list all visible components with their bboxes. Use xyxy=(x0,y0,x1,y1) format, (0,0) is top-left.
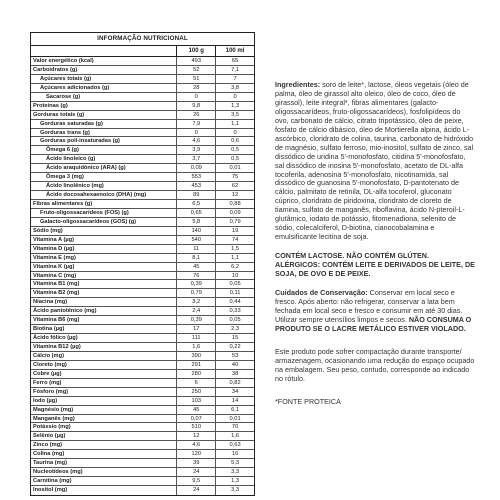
nutrition-row xyxy=(31,468,254,477)
nutrition-row xyxy=(31,415,254,424)
nutrient-name: Vitamina D (µg) xyxy=(31,245,177,253)
value-per-100ml: 0,05 xyxy=(229,281,241,288)
value-per-100ml: 15 xyxy=(231,335,239,342)
nutrition-row xyxy=(31,272,254,281)
value-per-100ml: 0,82 xyxy=(229,379,241,386)
value-per-100g: 28 xyxy=(177,84,216,92)
value-per-100g: 8,1 xyxy=(177,254,216,262)
value-per-100ml: 0,22 xyxy=(229,344,241,350)
value-per-100ml: 3,5 xyxy=(231,111,240,118)
nutrition-row xyxy=(31,289,254,298)
value-per-100g: 51 xyxy=(177,75,216,83)
nutrient-name: Proteínas (g) xyxy=(31,102,177,110)
nutrient-name: Sacarose (g) xyxy=(31,93,177,101)
value-per-100g: 4,6 xyxy=(177,137,216,145)
value-per-100ml: 6,2 xyxy=(231,263,240,270)
value-per-100ml: 0,33 xyxy=(229,308,241,315)
nutrition-row xyxy=(31,57,254,66)
nutrition-row xyxy=(31,352,254,361)
value-per-100g: 9,8 xyxy=(177,102,216,110)
nutrient-name: Gorduras saturadas (g) xyxy=(31,120,177,128)
value-per-100g: 11 xyxy=(177,245,216,253)
nutrition-row xyxy=(31,218,254,227)
nutrition-row xyxy=(31,459,254,468)
nutrient-name: Vitamina C (mg) xyxy=(31,272,177,280)
nutrition-row xyxy=(31,361,254,370)
value-per-100g: 76 xyxy=(177,272,216,280)
nutrition-row xyxy=(31,93,254,102)
value-per-100ml: 0,44 xyxy=(229,299,241,306)
nutrient-name: Iodo (µg) xyxy=(31,397,177,405)
nutrient-name: Ômega 3 (mg) xyxy=(31,173,177,181)
value-per-100ml: 65 xyxy=(231,58,239,64)
nutrition-row xyxy=(31,477,254,486)
value-per-100ml: 19 xyxy=(231,227,239,234)
nutrition-row xyxy=(31,316,254,325)
nutrient-name: Açúcares totais (g) xyxy=(31,75,177,83)
nutrition-row xyxy=(31,334,254,343)
value-per-100ml: 0,79 xyxy=(229,218,241,225)
nutrition-row xyxy=(31,450,254,459)
nutrition-row xyxy=(31,432,254,441)
nutrient-name: Vitamina B6 (mg) xyxy=(31,316,177,324)
label-text-column xyxy=(275,61,475,407)
value-per-100g: 250 xyxy=(177,388,216,396)
value-per-100g: 26 xyxy=(177,111,216,119)
value-per-100g: 3,2 xyxy=(177,298,216,306)
value-per-100ml: 1,1 xyxy=(231,254,240,261)
value-per-100g: 45 xyxy=(177,263,216,271)
value-per-100g: 0,09 xyxy=(177,164,216,172)
nutrient-name: Niacina (mg) xyxy=(31,298,177,306)
nutrient-name: Selênio (µg) xyxy=(31,432,177,440)
storage-label: Cuidados de Conservação: xyxy=(275,288,368,298)
value-per-100ml: 62 xyxy=(231,183,239,190)
value-per-100g: 89 xyxy=(177,191,216,199)
nutrition-row xyxy=(31,146,254,155)
value-per-100ml: 16 xyxy=(231,451,239,458)
nutrition-row xyxy=(31,245,254,254)
value-per-100ml: 3,8 xyxy=(231,84,240,91)
value-per-100ml: 0,11 xyxy=(229,290,241,297)
value-per-100g: 0 xyxy=(177,129,216,137)
nutrient-name: Vitamina B1 (mg) xyxy=(31,280,177,288)
nutrient-name: Biotina (µg) xyxy=(31,325,177,333)
value-per-100g: 39 xyxy=(177,459,216,467)
nutrient-name: Ácido pantotênico (mg) xyxy=(31,307,177,315)
nutrient-name: Cobre (µg) xyxy=(31,370,177,378)
nutrient-name: Carboidratos (g) xyxy=(31,66,177,74)
nutrition-row xyxy=(31,370,254,379)
header-per-100ml: 100 ml xyxy=(225,48,245,54)
nutrition-row xyxy=(31,102,254,111)
nutrition-row xyxy=(31,397,254,406)
ingredients-text: soro de leite*, lactose, óleos vegetais (óleo de palma, óleo de girassol alto oleico, óleo de coco, óleo de girassol), leite integral*, fibras alimentares (galacto-oligossacarídeos, fruto-oligossacarídeos), fosfolipídeos do ovo, carbonato de cálcio, citrato tripotássico, óleo de peixe, fosfato de cálcio dibásico, óleo de Mortierella alpina, ácido L-ascórbico, cloridrato de colina, taurina, carbonato de hidróxido de magnésio, sulfato ferroso, mio-inositol, sulfato de zinco, sal dissódico de uridina 5'-monofosfato, citidina 5'-monofosfato, sal dissódico de inosina 5'-monofosfato, acetato de DL-alfa tocoferila, adenosina 5'-monofosfato, nicotinamida, sal dissódico de guanosina 5'-monofosfato, D-pantotenato de cálcio, palmitato de retinila, DL-alfa tocoferol, gluconato cúprico, cloridrato de piridoxina, cloridrato de cloreto de tiamina, sulfato de manganês, riboflavina, ácido N-pteroil-L-glutâmico, iodato de potássio, fitomenadiona, selenito de sódio, colecalciferol, D-biotina, cianocobalamina e emulsificante lecitina de soja. xyxy=(275,80,474,242)
nutrition-row xyxy=(31,129,254,138)
value-per-100ml: 0,6 xyxy=(231,138,240,145)
value-per-100ml: 5,3 xyxy=(231,460,240,467)
nutrient-name: Ácido docosahexaenoico (DHA) (mg) xyxy=(31,191,177,199)
value-per-100g: 510 xyxy=(177,423,216,431)
nutrient-name: Vitamina E (mg) xyxy=(31,254,177,262)
nutrient-name: Gorduras trans (g) xyxy=(31,129,177,137)
nutrition-row xyxy=(31,84,254,93)
allergen-warning: CONTÉM LACTOSE. NÃO CONTÉM GLÚTEN. ALÉRGICOS: CONTÉM LEITE E DERIVADOS DE LEITE, DE SOJA, DE OVO E DE PEIXE. xyxy=(275,251,475,279)
nutrient-name: Ferro (mg) xyxy=(31,379,177,387)
nutrition-row xyxy=(31,137,254,146)
nutrition-table-header xyxy=(31,46,254,57)
nutrient-name: Fósforo (mg) xyxy=(31,388,177,396)
nutrient-name: Potássio (mg) xyxy=(31,423,177,431)
value-per-100g: 453 xyxy=(177,182,216,190)
nutrient-name: Ácido araquidônico (ARA) (g) xyxy=(31,164,177,172)
value-per-100g: 17 xyxy=(177,325,216,333)
nutrient-name: Fruto-oligossacarídeos (FOS) (g) xyxy=(31,209,177,217)
nutrition-table-title: INFORMAÇÃO NUTRICIONAL xyxy=(31,33,254,46)
nutrient-name: Carnitina (mg) xyxy=(31,477,177,485)
nutrition-row xyxy=(31,406,254,415)
value-per-100ml: 0,88 xyxy=(229,201,241,207)
value-per-100ml: 0,5 xyxy=(231,156,240,163)
nutrition-row xyxy=(31,200,254,209)
nutrition-row xyxy=(31,75,254,84)
value-per-100ml: 40 xyxy=(231,361,239,368)
nutrient-name: Ácido fólico (µg) xyxy=(31,334,177,342)
value-per-100g: 9,5 xyxy=(177,477,216,485)
value-per-100ml: 38 xyxy=(231,370,239,377)
value-per-100ml: 1,3 xyxy=(231,102,240,109)
value-per-100g: 0,65 xyxy=(177,209,216,217)
storage-paragraph xyxy=(275,289,475,334)
nutrient-name: Fibras alimentares (g) xyxy=(31,200,177,208)
nutrition-row xyxy=(31,441,254,450)
value-per-100ml: 1,5 xyxy=(231,245,240,252)
nutrient-name: Magnésio (mg) xyxy=(31,406,177,414)
value-per-100g: 3,7 xyxy=(177,155,216,163)
value-per-100ml: 1,3 xyxy=(231,478,240,485)
nutrient-name: Valor energético (kcal) xyxy=(31,57,177,65)
nutrition-row xyxy=(31,379,254,388)
nutrition-row xyxy=(31,486,254,495)
nutrient-name: Gorduras poli-insaturadas (g) xyxy=(31,137,177,145)
nutrition-row xyxy=(31,182,254,191)
value-per-100g: 280 xyxy=(177,370,216,378)
value-per-100g: 24 xyxy=(177,468,216,476)
nutrition-row xyxy=(31,209,254,218)
nutrient-name: Vitamina A (µg) xyxy=(31,236,177,244)
nutrient-name: Ácido linoleico (g) xyxy=(31,155,177,163)
value-per-100g: 120 xyxy=(177,450,216,458)
value-per-100g: 540 xyxy=(177,236,216,244)
value-per-100g: 553 xyxy=(177,173,216,181)
value-per-100g: 52 xyxy=(177,66,216,74)
value-per-100ml: 0 xyxy=(233,93,237,100)
nutrient-name: Taurina (mg) xyxy=(31,459,177,467)
value-per-100ml: 7,1 xyxy=(231,66,240,73)
nutrition-row xyxy=(31,173,254,182)
storage-text: Conservar em local seco e fresco. Após aberto: não refrigerar, conservar a lata bem fechada em local seco e fresco e consumir em até 30 dias. Utilizar sempre utensílios limpos e secos. xyxy=(275,288,463,324)
value-per-100ml: 1,6 xyxy=(231,433,240,440)
value-per-100ml: 0,5 xyxy=(231,147,240,154)
header-per-100g: 100 g xyxy=(177,46,216,56)
nutrient-name: Colina (mg) xyxy=(31,450,177,458)
value-per-100ml: 75 xyxy=(231,174,239,181)
value-per-100g: 390 xyxy=(177,352,216,360)
value-per-100ml: 0,01 xyxy=(229,415,241,422)
value-per-100ml: 3,3 xyxy=(231,487,240,493)
value-per-100g: 12 xyxy=(177,432,216,440)
value-per-100ml: 0,01 xyxy=(229,165,241,172)
value-per-100ml: 34 xyxy=(231,388,239,395)
value-per-100g: 0,07 xyxy=(177,415,216,423)
nutrition-row xyxy=(31,298,254,307)
value-per-100ml: 74 xyxy=(231,236,239,243)
value-per-100g: 103 xyxy=(177,397,216,405)
value-per-100ml: 53 xyxy=(231,352,239,359)
nutrition-row xyxy=(31,164,254,173)
nutrition-row xyxy=(31,388,254,397)
value-per-100g: 5,8 xyxy=(177,218,216,226)
nutrient-name: Sódio (mg) xyxy=(31,227,177,235)
value-per-100g: 45 xyxy=(177,406,216,414)
nutrient-name: Cálcio (mg) xyxy=(31,352,177,360)
value-per-100g: 4,6 xyxy=(177,441,216,449)
ingredients-paragraph xyxy=(275,81,475,242)
value-per-100g: 3,9 xyxy=(177,146,216,154)
value-per-100g: 6 xyxy=(177,379,216,387)
value-per-100ml: 14 xyxy=(231,397,239,404)
nutrition-row xyxy=(31,191,254,200)
value-per-100g: 0,39 xyxy=(177,316,216,324)
value-per-100ml: 0,09 xyxy=(229,209,241,216)
nutrition-table xyxy=(30,32,255,496)
nutrition-row xyxy=(31,280,254,289)
nutrient-name: Vitamina B12 (µg) xyxy=(31,343,177,351)
nutrition-row xyxy=(31,236,254,245)
value-per-100ml: 0 xyxy=(233,129,237,136)
value-per-100g: 7,9 xyxy=(177,120,216,128)
nutrition-row xyxy=(31,254,254,263)
nutrient-name: Manganês (mg) xyxy=(31,415,177,423)
nutrient-name: Nucleotídeos (mg) xyxy=(31,468,177,476)
value-per-100g: 6,5 xyxy=(177,200,216,208)
nutrition-row xyxy=(31,307,254,316)
value-per-100g: 1,6 xyxy=(177,343,216,351)
nutrient-name: Cloreto (mg) xyxy=(31,361,177,369)
value-per-100ml: 1,1 xyxy=(231,120,240,127)
value-per-100ml: 70 xyxy=(231,424,239,431)
value-per-100g: 0,39 xyxy=(177,280,216,288)
value-per-100g: 493 xyxy=(177,57,216,65)
nutrient-name: Inositol (mg) xyxy=(31,486,177,495)
nutrient-name: Ômega 6 (g) xyxy=(31,146,177,154)
nutrition-rows xyxy=(31,57,254,495)
nutrient-name: Gorduras totais (g) xyxy=(31,111,177,119)
protein-source-footnote: *FONTE PROTEICA xyxy=(275,396,341,406)
nutrient-name: Galacto-oligossacarídeos (GOS) (g) xyxy=(31,218,177,226)
nutrient-name: Açúcares adicionados (g) xyxy=(31,84,177,92)
value-per-100ml: 6,1 xyxy=(231,406,240,413)
value-per-100ml: 10 xyxy=(231,272,239,279)
value-per-100g: 291 xyxy=(177,361,216,369)
value-per-100ml: 3,3 xyxy=(231,469,240,476)
nutrition-row xyxy=(31,155,254,164)
storage-warning: NÃO CONSUMA O PRODUTO SE O LACRE METÁLICO ESTIVER VIOLADO. xyxy=(275,314,472,333)
value-per-100ml: 12 xyxy=(231,192,239,199)
nutrient-name: Vitamina B2 (mg) xyxy=(31,289,177,297)
header-nutrient xyxy=(31,46,177,56)
nutrition-row xyxy=(31,325,254,334)
nutrition-row xyxy=(31,111,254,120)
value-per-100g: 111 xyxy=(177,334,216,342)
compaction-note: Este produto pode sofrer compactação durante transporte/ armazenagem, ocasionando uma redução do espaço ocupado na embalagem. Seu peso, contudo, corresponde ao indicado no rótulo. xyxy=(275,346,475,383)
nutrition-row xyxy=(31,120,254,129)
nutrition-row xyxy=(31,66,254,75)
value-per-100g: 2,4 xyxy=(177,307,216,315)
nutrient-name: Zinco (mg) xyxy=(31,441,177,449)
nutrient-name: Vitamina K (µg) xyxy=(31,263,177,271)
value-per-100g: 0,79 xyxy=(177,289,216,297)
value-per-100g: 0 xyxy=(177,93,216,101)
value-per-100g: 24 xyxy=(177,486,216,495)
value-per-100ml: 0,05 xyxy=(229,317,241,324)
value-per-100ml: 7 xyxy=(233,75,237,82)
nutrition-row xyxy=(31,263,254,272)
ingredients-label: Ingredientes: xyxy=(275,80,321,89)
nutrition-row xyxy=(31,343,254,352)
value-per-100ml: 2,3 xyxy=(231,326,240,333)
value-per-100g: 140 xyxy=(177,227,216,235)
nutrition-row xyxy=(31,423,254,432)
nutrient-name: Ácido linolênico (mg) xyxy=(31,182,177,190)
nutrition-row xyxy=(31,227,254,236)
value-per-100ml: 0,63 xyxy=(229,442,241,449)
